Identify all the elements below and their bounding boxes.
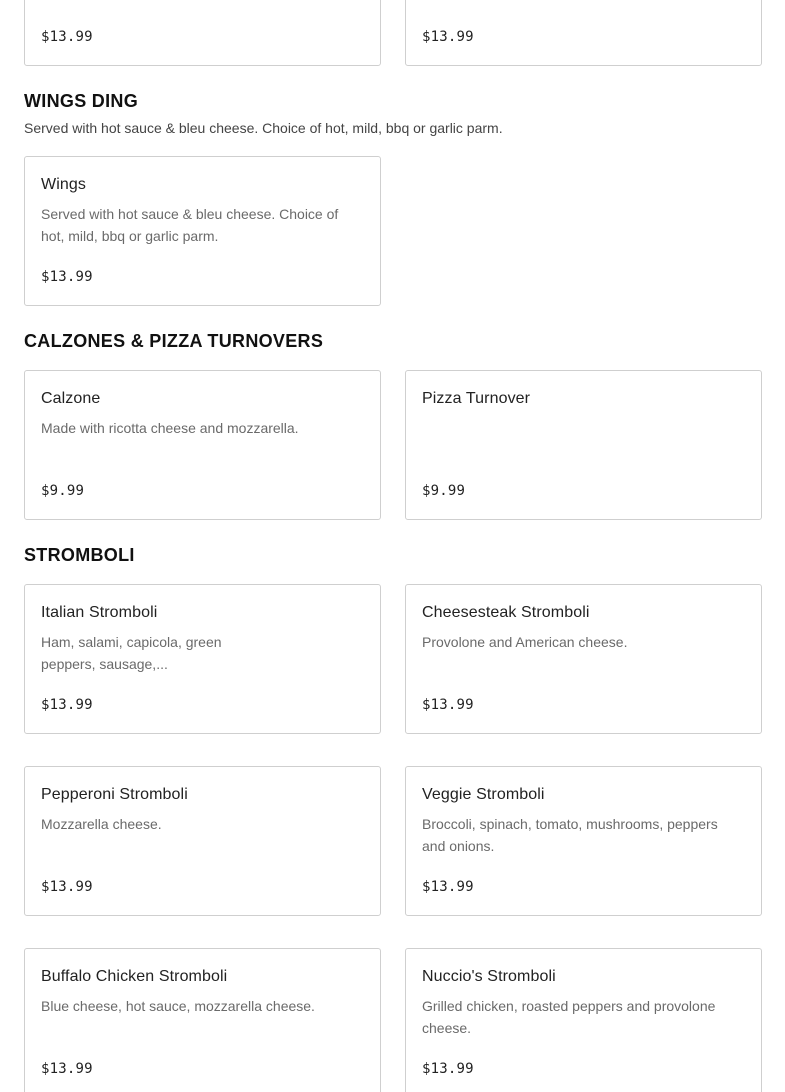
item-name: Veggie Stromboli: [422, 786, 545, 803]
section-title-calzones: CALZONES & PIZZA TURNOVERS: [24, 331, 324, 351]
item-name: Buffalo Chicken Stromboli: [41, 968, 228, 985]
item-description: Ham, salami, capicola, green peppers, sausage,...: [41, 634, 222, 672]
item-name: Cheesesteak Stromboli: [422, 604, 590, 621]
item-description: Served with hot sauce & bleu cheese. Choice of hot, mild, bbq or garlic parm.: [41, 206, 339, 244]
item-name: Nuccio's Stromboli: [422, 968, 556, 985]
menu-item-card[interactable]: [24, 0, 381, 66]
item-price: $9.99: [422, 483, 466, 499]
section-title-wings: WINGS DING: [24, 91, 138, 111]
item-name: Pizza Turnover: [422, 390, 531, 407]
section-title-stromboli: STROMBOLI: [24, 545, 135, 565]
menu-item-pepperoni-stromboli[interactable]: [24, 766, 381, 916]
menu-item-pizza-turnover[interactable]: [405, 370, 762, 520]
item-description: Blue cheese, hot sauce, mozzarella cheese.: [41, 998, 315, 1014]
item-price: $9.99: [41, 483, 85, 499]
menu-item-veggie-stromboli[interactable]: [405, 766, 762, 916]
menu-item-italian-stromboli[interactable]: [24, 584, 381, 734]
item-name: Italian Stromboli: [41, 604, 158, 621]
menu-item-card[interactable]: [405, 0, 762, 66]
item-price: $13.99: [422, 697, 474, 713]
item-description: Mozzarella cheese.: [41, 816, 162, 832]
menu-item-calzone[interactable]: [24, 370, 381, 520]
item-description: Made with ricotta cheese and mozzarella.: [41, 420, 299, 436]
menu-item-cheesesteak-stromboli[interactable]: [405, 584, 762, 734]
section-description-wings: Served with hot sauce & bleu cheese. Choice of hot, mild, bbq or garlic parm.: [24, 120, 503, 136]
menu-item-buffalo-chicken-stromboli[interactable]: [24, 948, 381, 1092]
item-price: $13.99: [41, 269, 93, 285]
item-price: $13.99: [41, 697, 93, 713]
menu-item-nuccios-stromboli[interactable]: [405, 948, 762, 1092]
item-description: Broccoli, spinach, tomato, mushrooms, peppers and onions.: [422, 816, 718, 854]
item-price: $13.99: [422, 1061, 474, 1077]
item-price: $13.99: [41, 29, 93, 45]
menu-item-wings[interactable]: [24, 156, 381, 306]
item-price: $13.99: [41, 1061, 93, 1077]
item-price: $13.99: [422, 879, 474, 895]
item-name: Pepperoni Stromboli: [41, 786, 188, 803]
item-description: Provolone and American cheese.: [422, 634, 628, 650]
item-description: Grilled chicken, roasted peppers and provolone cheese.: [422, 998, 716, 1036]
item-price: $13.99: [41, 879, 93, 895]
item-name: Wings: [41, 176, 86, 193]
item-price: $13.99: [422, 29, 474, 45]
item-name: Calzone: [41, 390, 101, 407]
